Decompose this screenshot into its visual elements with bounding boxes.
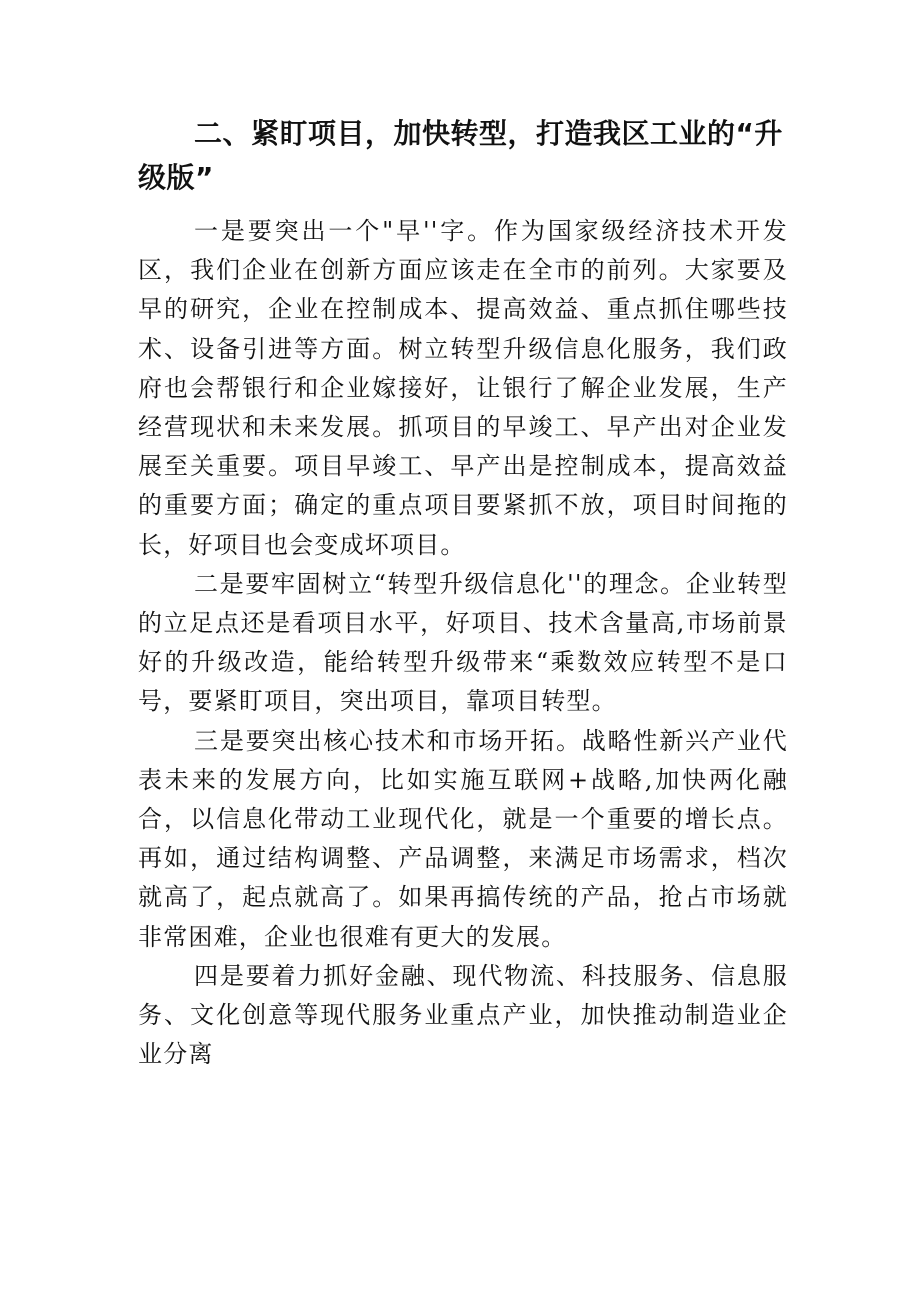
section-heading: 二、紧盯项目，加快转型，打造我区工业的“升级版” xyxy=(138,117,783,194)
paragraph-1: 一是要突出一个"早''字。作为国家级经济技术开发区，我们企业在创新方面应该走在全市的前列。大家要及早的研究，企业在控制成本、提高效益、重点抓住哪些技术、设备引进等方面。树立转型升级信息化服务，我们政府也会帮银行和企业嫁接好，让银行了解企业发展，生产经营现状和未来发展。抓项目的早竣工、早产出对企业发展至关重要。项目早竣工、早产出是控制成本，提高效益的重要方面；确定的重点项目要紧抓不放，项目时间拖的长，好项目也会变成坏项目。 xyxy=(138,217,788,559)
paragraph-4: 四是要着力抓好金融、现代物流、科技服务、信息服务、文化创意等现代服务业重点产业，加快推动制造业企业分离 xyxy=(138,961,788,1069)
paragraph-3: 三是要突出核心技术和市场开拓。战略性新兴产业代表未来的发展方向，比如实施互联网+战略,加快两化融合，以信息化带动工业现代化，就是一个重要的增长点。再如，通过结构调整、产品调整，来满足市场需求，档次就高了，起点就高了。如果再搞传统的产品，抢占市场就非常困难，企业也很难有更大的发展。 xyxy=(138,726,788,951)
paragraph-2: 二是要牢固树立“转型升级信息化''的理念。企业转型的立足点还是看项目水平，好项目、技术含量高,市场前景好的升级改造，能给转型升级带来“乘数效应转型不是口号，要紧盯项目，突出项目，靠项目转型。 xyxy=(138,569,788,716)
document-body xyxy=(138,112,788,1074)
